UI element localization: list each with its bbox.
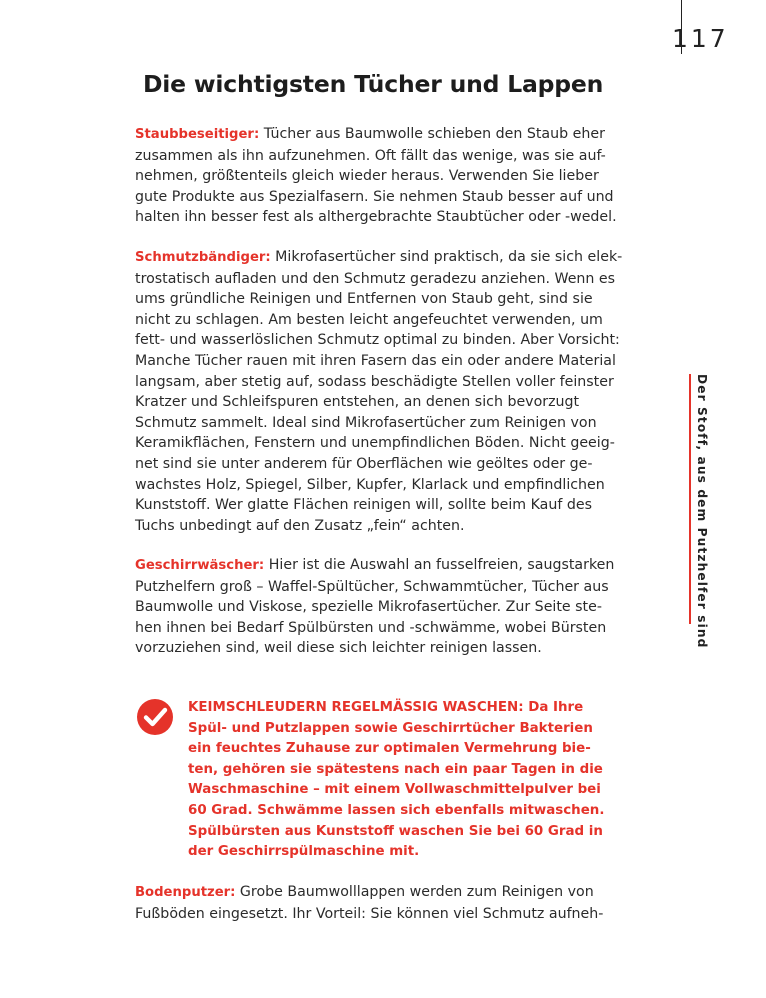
section-line: Manche Tücher rauen mit ihren Fasern das ein oder andere Material xyxy=(135,352,616,369)
callout-line: ten, gehören sie spätestens nach ein paar Tagen in die xyxy=(188,761,603,777)
section-line: trostatisch aufladen und den Schmutz geradezu anziehen. Wenn es xyxy=(135,270,616,287)
section-term: Geschirrwäscher: xyxy=(135,558,265,573)
section-term: Schmutzbändiger: xyxy=(135,250,271,265)
section-line: nicht zu schlagen. Am besten leicht angefeuchtet verwenden, um xyxy=(135,311,603,328)
section-line: gute Produkte aus Spezialfasern. Sie nehmen Staub besser auf und xyxy=(135,188,614,205)
section-line: Fußböden eingesetzt. Ihr Vorteil: Sie können viel Schmutz aufneh- xyxy=(135,905,604,922)
section-line: Baumwolle und Viskose, spezielle Mikrofasertücher. Zur Seite ste- xyxy=(135,599,602,616)
section-line: nehmen, größtenteils gleich wieder heraus. Verwenden Sie lieber xyxy=(135,168,599,185)
section-line: Keramikflächen, Fenstern und unempfindlichen Böden. Nicht geeig- xyxy=(135,435,615,452)
running-chapter-title: Der Stoff, aus dem Putzhelfer sind xyxy=(695,374,709,649)
section-line: Schmutzbändiger: Mikrofasertücher sind praktisch, da sie sich elek- xyxy=(135,249,623,265)
callout-line: Spülbürsten aus Kunststoff waschen Sie bei 60 Grad in xyxy=(188,823,603,839)
callout-line: ein feuchtes Zuhause zur optimalen Vermehrung bie- xyxy=(188,741,591,757)
check-icon xyxy=(136,698,174,736)
section-line: langsam, aber stetig auf, sodass beschädigte Stellen voller feinster xyxy=(135,373,614,390)
section-line: vorzuziehen sind, weil diese sich leichter reinigen lassen. xyxy=(135,640,542,657)
section-schmutzbaendiger xyxy=(135,247,635,536)
page-number: 117 xyxy=(672,24,729,53)
section-line: ums gründliche Reinigen und Entfernen von Staub geht, sind sie xyxy=(135,291,593,308)
side-accent-line xyxy=(689,374,691,624)
section-line: zusammen als ihn aufzunehmen. Oft fällt das wenige, was sie auf- xyxy=(135,147,606,164)
section-line: Staubbeseitiger: Tücher aus Baumwolle schieben den Staub eher xyxy=(135,126,605,142)
section-line: Kunststoff. Wer glatte Flächen reinigen will, sollte beim Kauf des xyxy=(135,497,592,514)
section-staubbeseitiger xyxy=(135,124,635,228)
section-line: Kratzer und Schleifspuren entstehen, an denen sich bevorzugt xyxy=(135,394,580,411)
callout-line: der Geschirrspülmaschine mit. xyxy=(188,844,420,860)
section-line: fett- und wasserlöslichen Schmutz optimal zu binden. Aber Vorsicht: xyxy=(135,332,620,349)
section-bodenputzer xyxy=(135,882,635,924)
section-line: Tuchs unbedingt auf den Zusatz „fein“ achten. xyxy=(135,517,465,534)
callout-line: KEIMSCHLEUDERN REGELMÄSSIG WASCHEN: Da Ihre xyxy=(188,700,584,715)
callout-line: Spül- und Putzlappen sowie Geschirrtücher Bakterien xyxy=(188,720,593,736)
section-line: Putzhelfern groß – Waffel-Spültücher, Schwammtücher, Tücher aus xyxy=(135,578,609,595)
section-term: Bodenputzer: xyxy=(135,885,236,900)
callout-line: 60 Grad. Schwämme lassen sich ebenfalls mitwaschen. xyxy=(188,802,605,818)
section-geschirrwaescher xyxy=(135,555,635,659)
section-term: Staubbeseitiger: xyxy=(135,127,260,142)
callout-line: Waschmaschine – mit einem Vollwaschmittelpulver bei xyxy=(188,782,601,798)
section-line: wachstes Holz, Spiegel, Silber, Kupfer, Klarlack und empfindlichen xyxy=(135,476,605,493)
section-line: halten ihn besser fest als althergebrachte Staubtücher oder -wedel. xyxy=(135,209,617,226)
page-heading: Die wichtigsten Tücher und Lappen xyxy=(143,70,604,98)
section-line: Bodenputzer: Grobe Baumwolllappen werden zum Reinigen von xyxy=(135,884,594,900)
tip-callout xyxy=(188,698,628,863)
section-line: net sind sie unter anderem für Oberflächen wie geöltes oder ge- xyxy=(135,455,593,472)
section-line: Schmutz sammelt. Ideal sind Mikrofasertücher zum Reinigen von xyxy=(135,414,597,431)
section-line: Geschirrwäscher: Hier ist die Auswahl an fusselfreien, saugstarken xyxy=(135,557,615,573)
section-line: hen ihnen bei Bedarf Spülbürsten und -schwämme, wobei Bürsten xyxy=(135,619,607,636)
